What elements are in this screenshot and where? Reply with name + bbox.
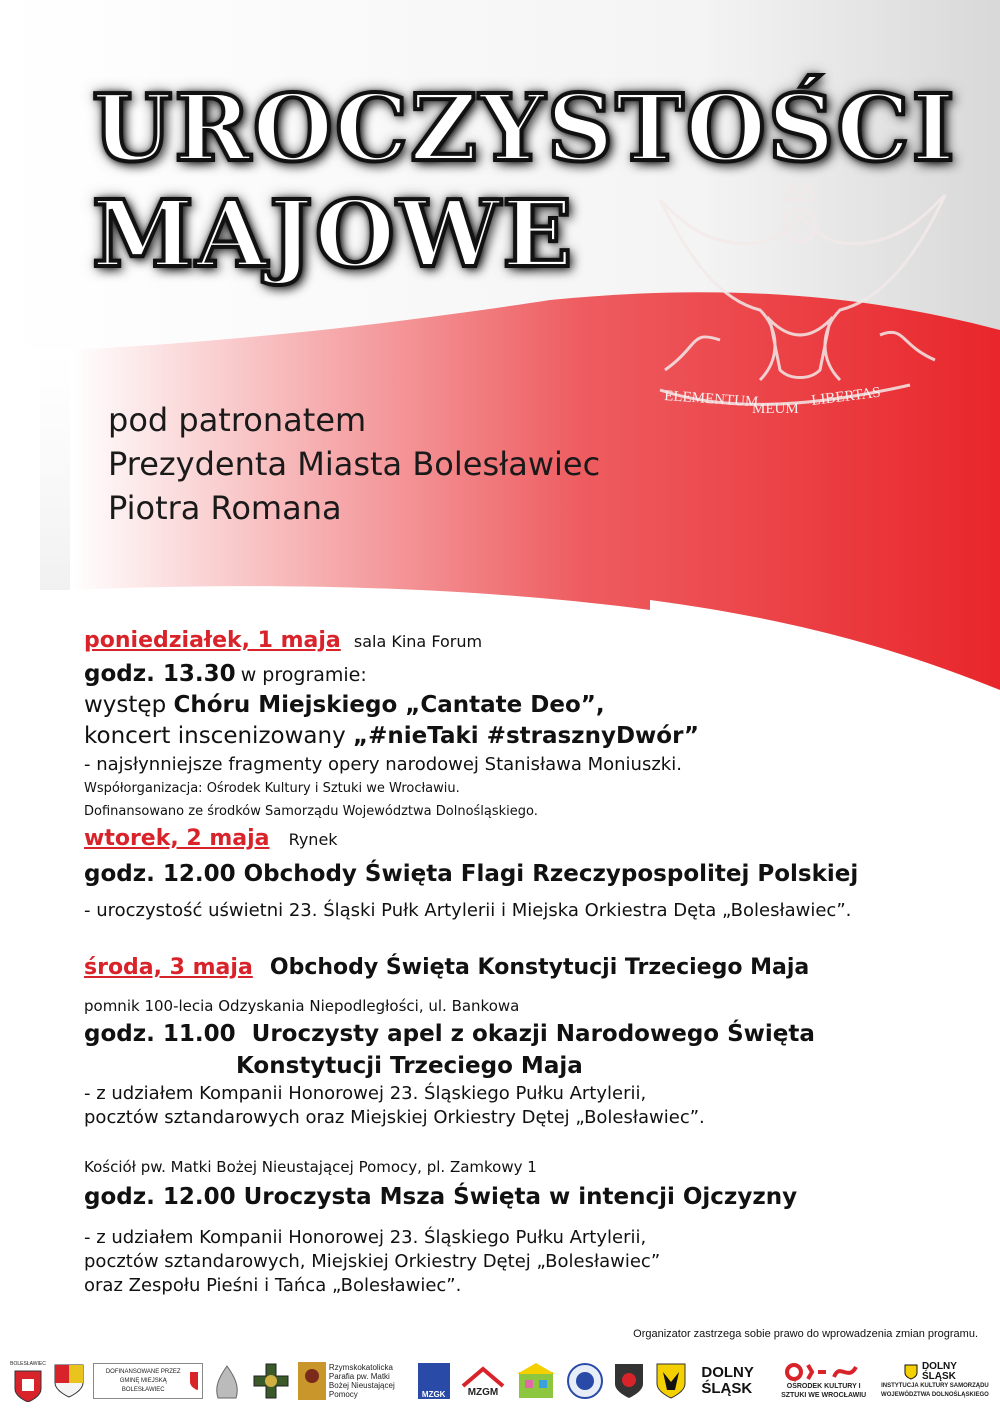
mzgk-logo: [416, 1360, 452, 1402]
wednesday-time-1: godz. 11.00: [84, 1021, 236, 1047]
small-crest-icon: [189, 1371, 198, 1391]
banner-text-3: LIBERTAS: [810, 384, 882, 409]
parafia-text: Rzymskokatolicka Parafia pw. Matki Bożej Nieustającej Pomocy: [328, 1363, 395, 1399]
okis-wave-icon: [784, 1362, 864, 1382]
dofinansowane-text: DOFINANSOWANE PRZEZ GMINĘ MIEJSKĄ BOLESŁAWIEC: [105, 1368, 181, 1393]
monday-place: sala Kina Forum: [353, 632, 483, 651]
wednesday-desc-2-line-1: - z udziałem Kompanii Honorowej 23. Śląskiego Pułku Artylerii,: [84, 1227, 647, 1248]
tuesday-event: godz. 12.00 Obchody Święta Flagi Rzeczypospolitej Polskiej: [84, 861, 859, 887]
instytucja-dolny-slask-text: DOLNY ŚLĄSK: [921, 1361, 957, 1382]
monday-time: godz. 13.30: [84, 661, 236, 687]
round-seal-icon: [566, 1362, 604, 1400]
boleslawiec-logo-text: BOLESŁAWIEC: [10, 1361, 46, 1367]
instytucja-logo: [880, 1360, 990, 1402]
wednesday-desc-1-line-1: - z udziałem Kompanii Honorowej 23. Śląskiego Pułku Artylerii,: [84, 1083, 647, 1104]
okis-text: OŚRODEK KULTURY I SZTUKI WE WROCŁAWIU: [781, 1383, 867, 1399]
program-content: [84, 628, 984, 1298]
wednesday-desc-1-line-2: pocztów sztandarowych oraz Miejskiej Orkiestry Dętej „Bolesławiec”.: [84, 1107, 705, 1128]
house-roof-icon: [461, 1366, 505, 1388]
eagle-shield-icon: [53, 1363, 85, 1399]
monday-line1-prefix: występ: [84, 692, 167, 718]
tuesday-place: Rynek: [288, 830, 338, 849]
red-castle-shield-icon: [13, 1369, 43, 1402]
dolny-slask-logo: [695, 1360, 767, 1402]
monday-line2-bold: „#nieTaki #strasznyDwór”: [353, 723, 699, 749]
fire-shield-icon: [613, 1362, 645, 1400]
mzgm-text: MZGM: [467, 1386, 499, 1398]
cultural-logo: [209, 1360, 245, 1402]
monday-time-row: [84, 658, 984, 690]
wednesday-event-1-line-1: Uroczysty apel z okazji Narodowego Święta: [251, 1021, 815, 1047]
monday-note-1: Współorganizacja: Ośrodek Kultury i Sztuki we Wrocławiu.: [84, 781, 460, 796]
title-line-1: UROCZYSTOŚCI: [92, 74, 957, 182]
banner-text-2: MEUM: [752, 401, 799, 417]
dolny-slask-eagle-logo: [653, 1360, 689, 1402]
patronage-block: [108, 398, 600, 530]
madonna-icon-image: [298, 1362, 326, 1400]
wednesday-desc-2-line-3: oraz Zespołu Pieśni i Tańca „Bolesławiec”.: [84, 1275, 462, 1296]
small-eagle-shield-icon: [904, 1364, 918, 1380]
colorful-house-icon: [515, 1362, 557, 1400]
round-seal-logo: [565, 1360, 605, 1402]
wednesday-event-2: godz. 12.00 Uroczysta Msza Święta w intencji Ojczyzny: [84, 1184, 798, 1210]
monday-line-1: [84, 690, 984, 720]
black-eagle-shield-icon: [655, 1362, 687, 1400]
vase-figure-icon: [210, 1362, 244, 1400]
monday-date: poniedziałek, 1 maja: [84, 628, 341, 653]
parafia-logo: [297, 1360, 409, 1402]
wednesday-event-1-row: [84, 1018, 984, 1050]
mzgm-logo: [458, 1360, 508, 1402]
wednesday-date: środa, 3 maja: [84, 955, 253, 980]
monday-time-suffix: w programie:: [240, 664, 367, 686]
monday-line2-prefix: koncert inscenizowany: [84, 723, 346, 749]
dolny-slask-text: DOLNY ŚLĄSK: [701, 1364, 754, 1397]
straz-logo: [611, 1360, 647, 1402]
wednesday-event-1-line-2: Konstytucji Trzeciego Maja: [236, 1053, 583, 1079]
monday-note-2: Dofinansowano ze środków Samorządu Województwa Dolnośląskiego.: [84, 804, 538, 819]
okis-logo: [774, 1360, 874, 1402]
patronage-line-1: pod patronatem: [108, 401, 367, 439]
patronage-line-2: Prezydenta Miasta Bolesławiec: [108, 445, 601, 483]
mzgk-text: MZGK: [418, 1363, 450, 1399]
sponsor-logos: [10, 1356, 990, 1406]
military-cross-logo: [251, 1360, 291, 1402]
wednesday-desc-2-line-2: pocztów sztandarowych, Miejskiej Orkiestry Dętej „Bolesławiec”: [84, 1251, 661, 1272]
cross-emblem-icon: [252, 1362, 290, 1400]
county-crest-logo: [52, 1360, 86, 1402]
monday-header: [84, 628, 984, 658]
organizer-notice: Organizator zastrzega sobie prawo do wprowadzenia zmian programu.: [633, 1328, 978, 1340]
banner-text-1: ELEMENTUM: [663, 388, 759, 411]
kulturalny-logo: [514, 1360, 558, 1402]
title-line-2: MAJOWE: [92, 180, 575, 288]
patronage-line-3: Piotra Romana: [108, 489, 342, 527]
monday-line-2: [84, 720, 984, 752]
tuesday-date: wtorek, 2 maja: [84, 826, 270, 851]
tuesday-desc: - uroczystość uświetni 23. Śląski Pułk Artylerii i Miejska Orkiestra Dęta „Bolesławiec”.: [84, 900, 852, 921]
instytucja-text: INSTYTUCJA KULTURY SAMORZĄDU WOJEWÓDZTWA DOLNOŚLĄSKIEGO: [881, 1383, 989, 1398]
monday-desc: - najsłynniejsze fragmenty opery narodowej Stanisława Moniuszki.: [84, 754, 682, 775]
wednesday-place-2: Kościół pw. Matki Bożej Nieustającej Pomocy, pl. Zamkowy 1: [84, 1158, 537, 1176]
wednesday-headline: Obchody Święta Konstytucji Trzeciego Maja: [269, 955, 810, 980]
wednesday-header: [84, 948, 984, 988]
monday-line1-bold: Chóru Miejskiego „Cantate Deo”,: [173, 692, 605, 718]
boleslawiec-crest-logo: [10, 1360, 46, 1402]
wednesday-place-1: pomnik 100-lecia Odzyskania Niepodległości, ul. Bankowa: [84, 997, 520, 1015]
dofinansowane-logo: [93, 1363, 203, 1399]
tuesday-header: [84, 824, 984, 854]
